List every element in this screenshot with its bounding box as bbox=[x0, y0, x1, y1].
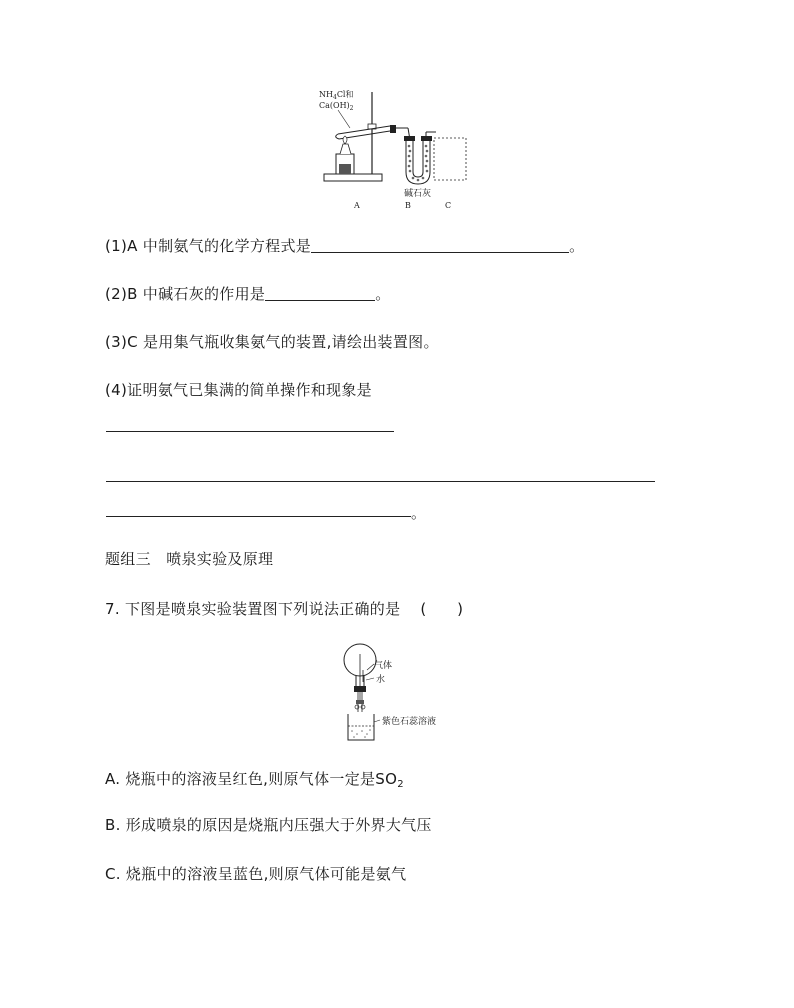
question-2: (2)B 中碱石灰的作用是 。 bbox=[105, 285, 391, 303]
question-2-text: (2)B 中碱石灰的作用是 bbox=[105, 285, 266, 303]
question-4-end: 。 bbox=[411, 504, 427, 522]
section-title: 题组三 喷泉实验及原理 bbox=[105, 550, 274, 568]
label-a: A bbox=[354, 201, 360, 210]
fountain-experiment-figure bbox=[340, 640, 480, 746]
answer-blank-2[interactable] bbox=[265, 286, 375, 301]
answer-line-4b[interactable] bbox=[106, 481, 655, 482]
ammonia-apparatus-figure bbox=[318, 84, 478, 216]
label-c: C bbox=[445, 201, 452, 210]
answer-paren[interactable]: ( ) bbox=[420, 600, 464, 618]
question-7-stem: 7. 下图是喷泉实验装置图下列说法正确的是 ( ) bbox=[105, 600, 464, 618]
reagent-label-2: $Ca(OH)_2$ bbox=[319, 101, 354, 112]
water-label: 水 bbox=[376, 675, 386, 685]
answer-line-4a[interactable] bbox=[106, 431, 394, 432]
reagent-label: $NH_4Cl$和 bbox=[319, 90, 354, 101]
answer-blank-1[interactable] bbox=[311, 238, 569, 253]
solution-label: 紫色石蕊溶液 bbox=[382, 717, 437, 727]
answer-line-4c[interactable] bbox=[106, 516, 411, 517]
option-b[interactable]: B. 形成喷泉的原因是烧瓶内压强大于外界大气压 bbox=[105, 816, 432, 834]
option-a[interactable]: A. 烧瓶中的溶液呈红色,则原气体一定是$SO_2$ bbox=[105, 770, 404, 790]
label-b: B bbox=[405, 201, 411, 210]
gas-label: 气体 bbox=[374, 661, 393, 671]
question-4: (4)证明氨气已集满的简单操作和现象是 bbox=[105, 381, 372, 399]
question-1-text: (1)A 中制氨气的化学方程式是 bbox=[105, 237, 312, 255]
lime-label: 碱石灰 bbox=[404, 189, 432, 199]
question-1: (1)A 中制氨气的化学方程式是 。 bbox=[105, 237, 585, 255]
option-c[interactable]: C. 烧瓶中的溶液呈蓝色,则原气体可能是氨气 bbox=[105, 865, 407, 883]
question-3: (3)C 是用集气瓶收集氨气的装置,请绘出装置图。 bbox=[105, 333, 439, 351]
